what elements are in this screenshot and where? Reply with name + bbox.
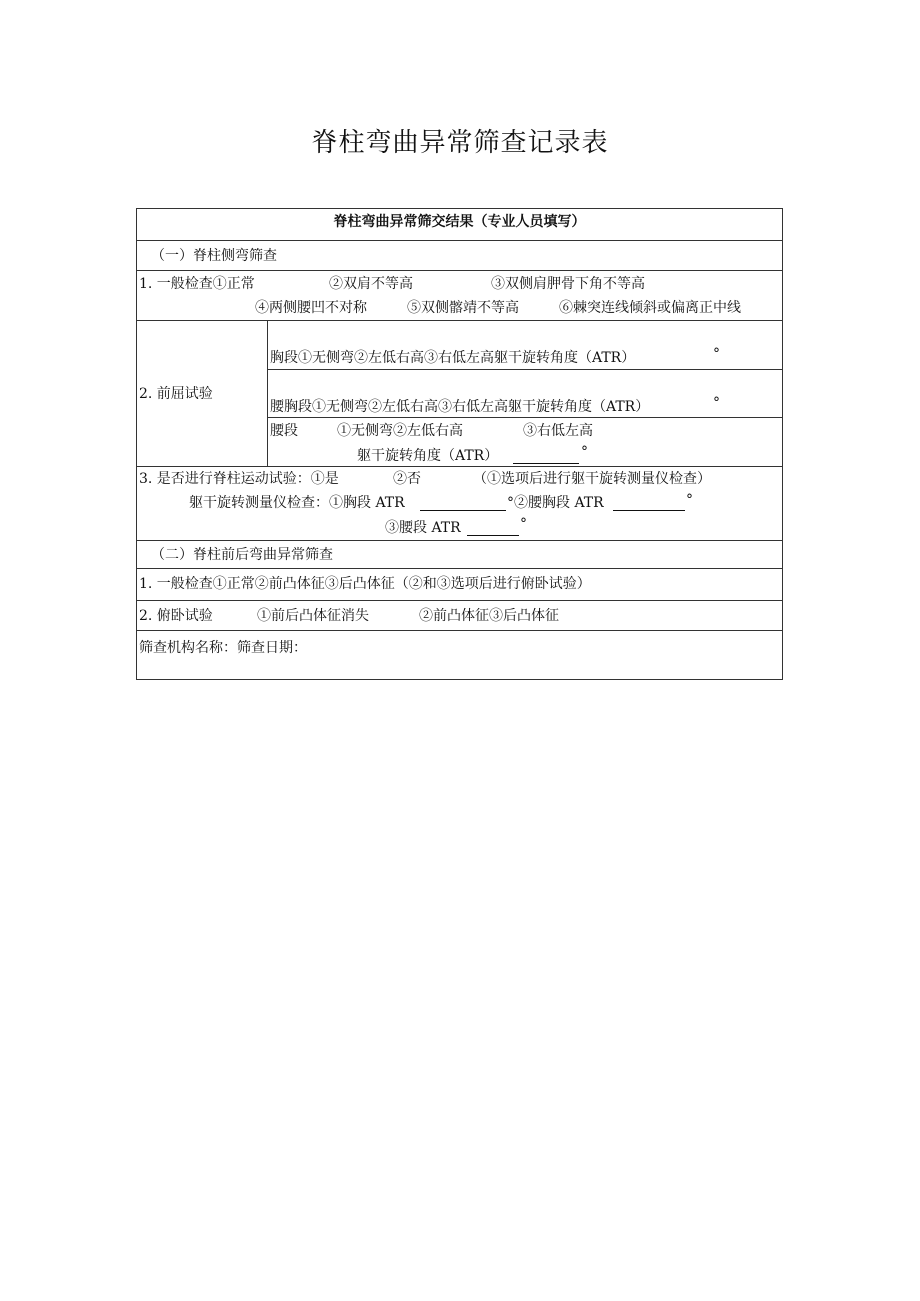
thoracolumbar-atr-degree: °	[686, 492, 693, 508]
inclinometer-thoracic-label: 躯干旋转测量仪检查：①胸段 ATR	[189, 495, 405, 511]
general-opt2: ②双肩不等高	[329, 276, 413, 292]
thoracic-divider	[267, 369, 782, 370]
lumbar-atr-blank[interactable]	[513, 449, 579, 464]
thoracolumbar-segment: 腰胸段①无侧弯②左低右高③右低左高躯干旋转角度（ATR）	[270, 399, 650, 415]
general-exam-label: 1. 一般检查①正常	[139, 276, 255, 292]
section2-heading: （二）脊柱前后弯曲异常筛查	[151, 547, 333, 563]
section2-general-row	[137, 569, 782, 601]
prone-opt2: ②前凸体征③后凸体征	[419, 608, 559, 624]
section1-heading: （一）脊柱侧弯筛查	[151, 248, 277, 264]
section2-heading-row	[137, 541, 782, 569]
motion-test-label: 3. 是否进行脊柱运动试验：①是	[139, 471, 339, 487]
lumbar-atr-degree: °	[520, 516, 527, 532]
section1-heading-row	[137, 241, 782, 271]
lumbar-atr-input-blank[interactable]	[467, 521, 519, 536]
prone-test-label: 2. 俯卧试验	[139, 608, 213, 624]
lumbar-label: 腰段	[270, 423, 298, 439]
table-header-row	[137, 209, 782, 241]
lumbar-atr-label: 躯干旋转角度（ATR）	[357, 448, 499, 464]
general-exam-row	[137, 271, 782, 321]
lumbar-option3: ③右低左高	[523, 423, 593, 439]
general-opt3: ③双侧肩胛骨下角不等高	[491, 276, 645, 292]
thoracic-segment: 胸段①无侧弯②左低右高③右低左高躯干旋转角度（ATR）	[270, 350, 636, 366]
page-title: 脊柱弯曲异常筛查记录表	[311, 128, 609, 158]
thoracolumbar-degree: °	[713, 395, 720, 411]
lumbar-degree: °	[581, 444, 588, 460]
prone-test-row	[137, 601, 782, 631]
inclinometer-thoracolumbar-label: °②腰胸段 ATR	[507, 495, 604, 511]
thoracolumbar-divider	[267, 417, 782, 418]
prone-opt1: ①前后凸体征消失	[257, 608, 369, 624]
table-header: 脊柱弯曲异常筛交结果（专业人员填写）	[333, 214, 586, 230]
general-opt5: ⑤双侧髂靖不等高	[407, 300, 519, 316]
inclinometer-lumbar-label: ③腰段 ATR	[385, 520, 461, 536]
general-opt6: ⑥棘突连线倾斜或偏离正中线	[559, 300, 741, 316]
forward-bend-row	[137, 321, 782, 467]
thoracic-atr-blank[interactable]	[420, 496, 506, 511]
motion-test-note: （①选项后进行躯干旋转测量仪检查）	[473, 471, 711, 487]
section2-general: 1. 一般检查①正常②前凸体征③后凸体征（②和③选项后进行俯卧试验）	[139, 576, 591, 592]
screening-form-table	[136, 208, 783, 680]
forward-bend-divider	[267, 321, 268, 466]
thoracolumbar-atr-blank[interactable]	[613, 496, 685, 511]
screening-org-date: 筛查机构名称：筛查日期：	[139, 640, 307, 656]
motion-test-row	[137, 467, 782, 541]
general-opt4: ④两侧腰凹不对称	[255, 300, 367, 316]
motion-test-no: ②否	[393, 471, 421, 487]
footer-row	[137, 631, 782, 679]
forward-bend-label: 2. 前屈试验	[139, 386, 213, 402]
lumbar-options: ①无侧弯②左低右高	[337, 423, 463, 439]
thoracic-degree: °	[713, 346, 720, 362]
